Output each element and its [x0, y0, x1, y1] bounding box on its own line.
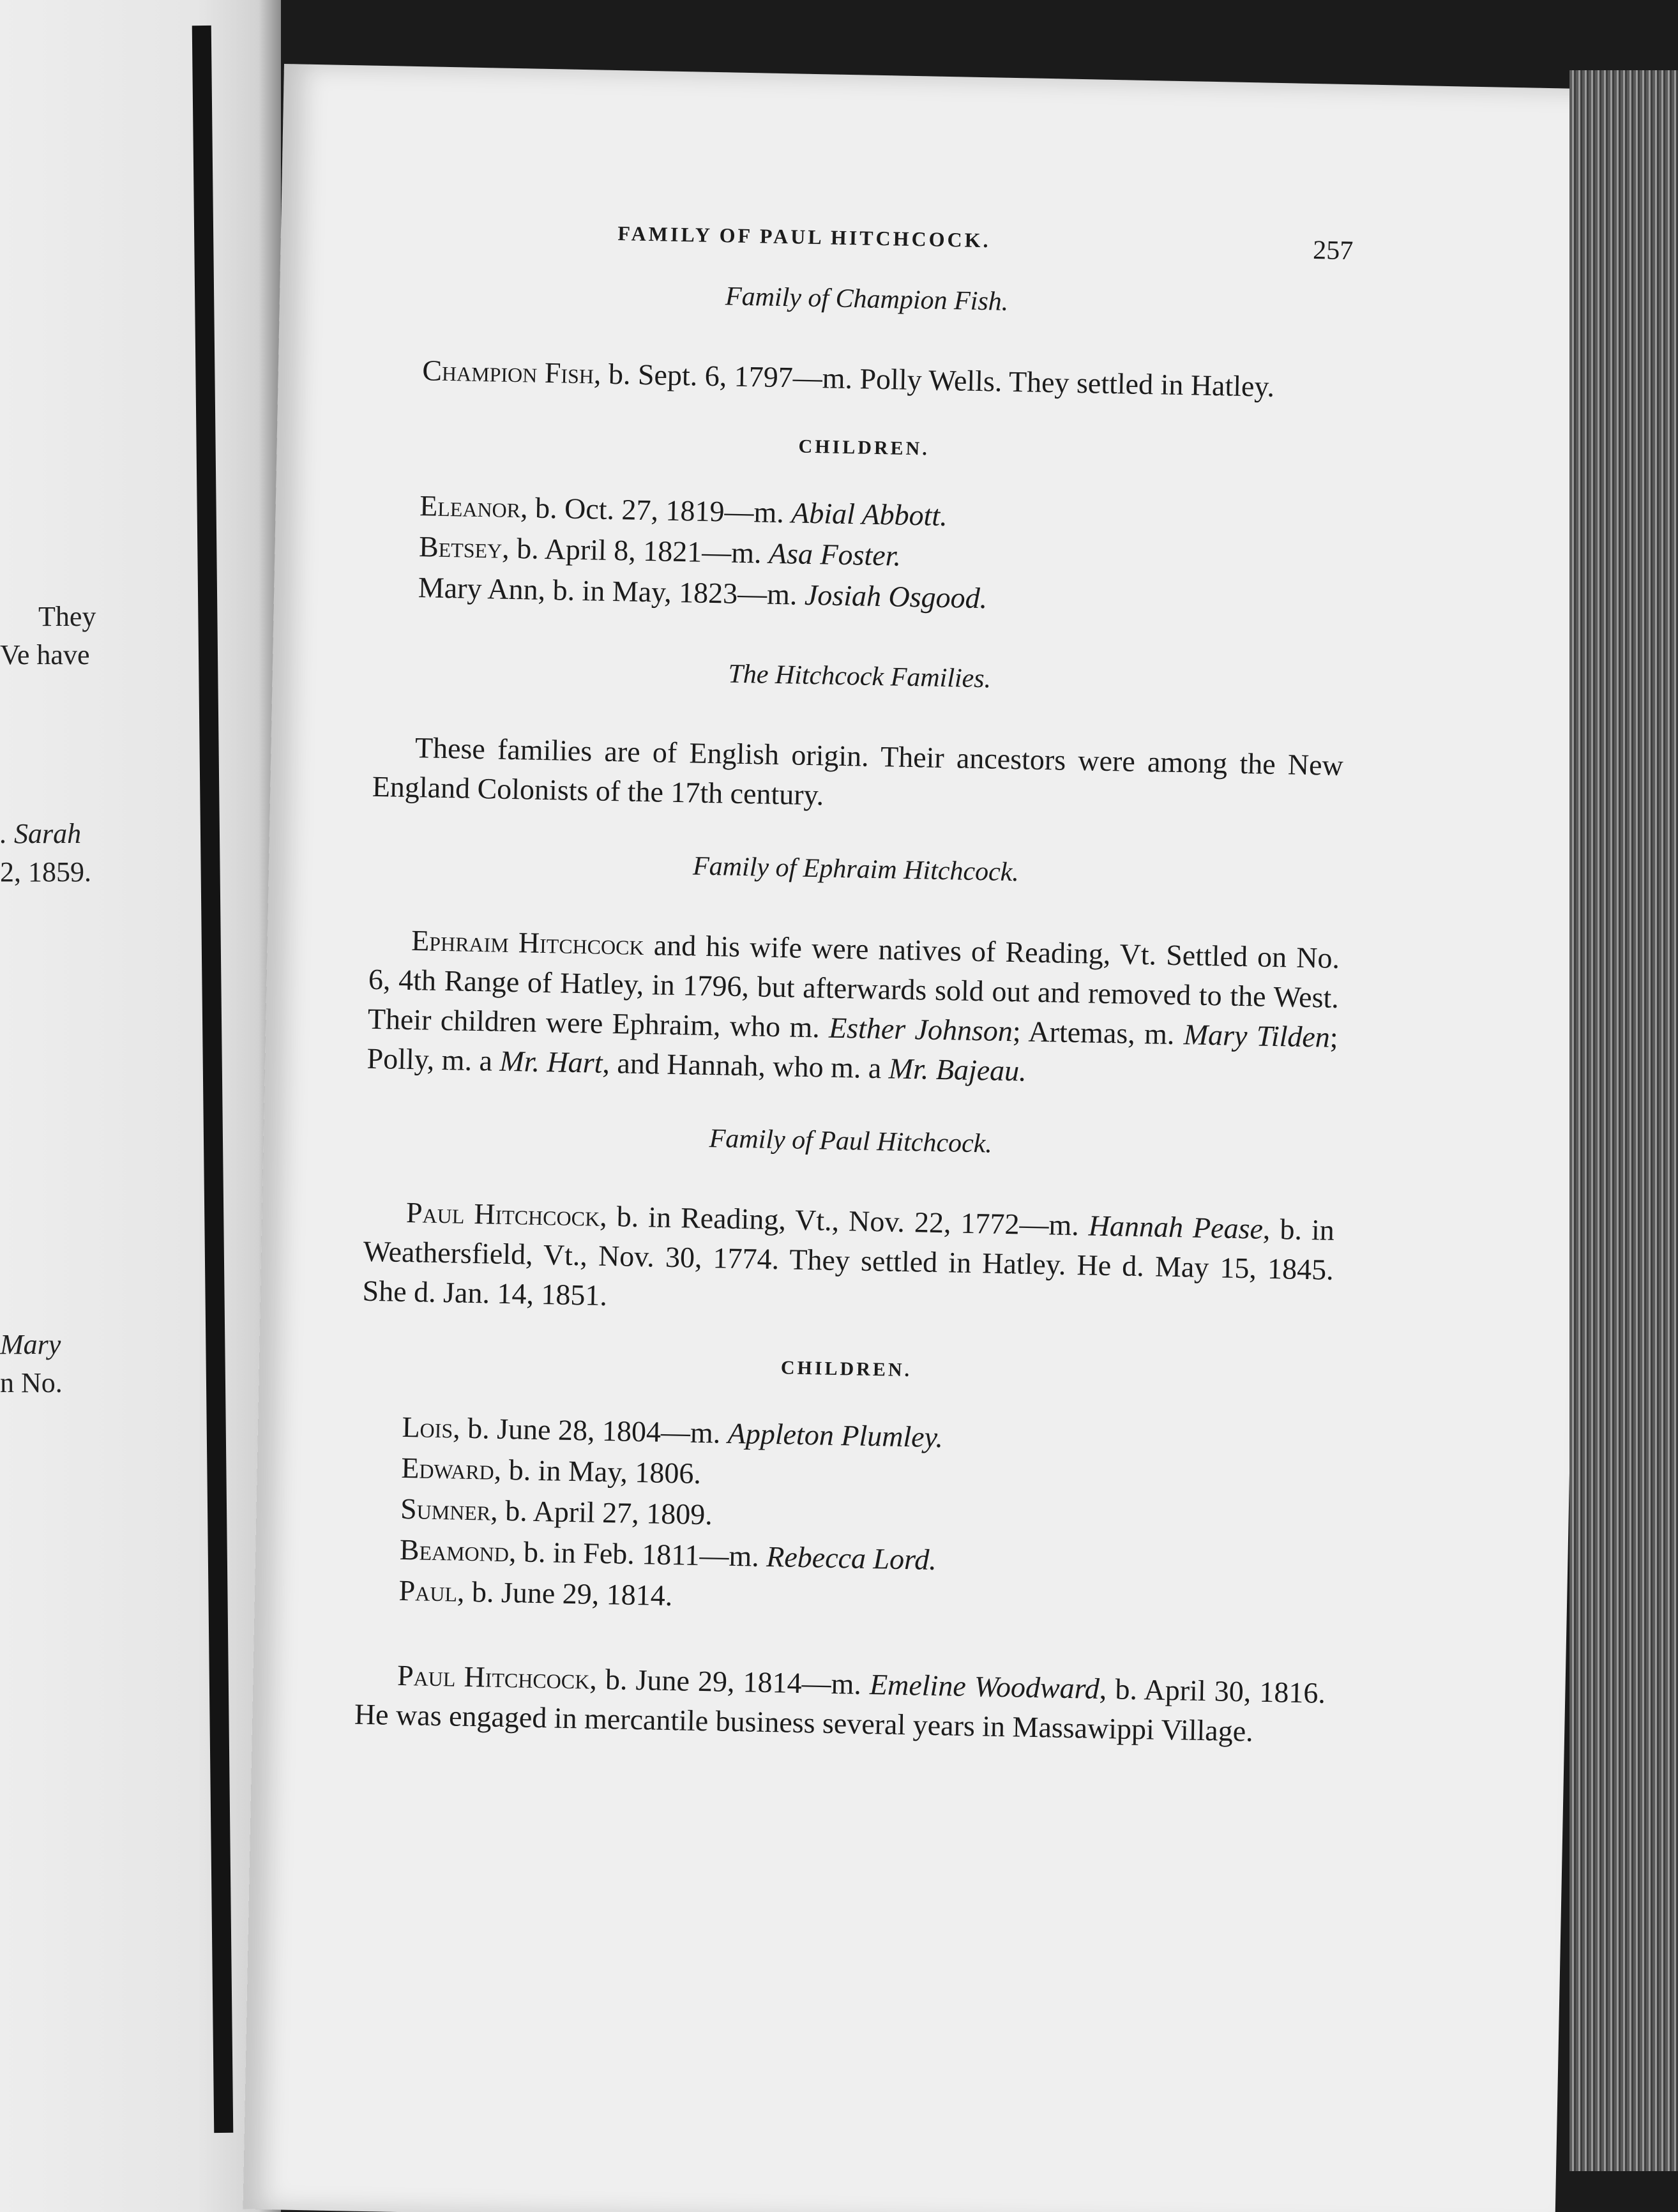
- children-heading: CHILDREN.: [780, 1357, 912, 1381]
- list-item: Eleanor, b. Oct. 27, 1819—m. Abial Abbott.: [419, 489, 948, 533]
- children-list: [418, 485, 1348, 626]
- page-content: [353, 217, 1353, 1791]
- section-heading: The Hitchcock Families.: [728, 659, 992, 694]
- left-fragment: . Sarah: [0, 818, 82, 849]
- section-heading: Family of Champion Fish.: [725, 282, 1009, 317]
- left-fragment: Ve have: [0, 639, 90, 670]
- list-item: Edward, b. in May, 1806.: [400, 1451, 702, 1490]
- paragraph: Paul Hitchcock, b. in Reading, Vt., Nov. 22, 1772—m. Hannah Pease, b. in Weathersfield, Vt., Nov. 30, 1774. They settled in Hatley. He d. May 15, 1845. She d. Jan. 14, 1851.: [362, 1195, 1335, 1312]
- person-name: Champion Fish: [421, 354, 594, 390]
- list-item: Betsey, b. April 8, 1821—m. Asa Foster.: [418, 530, 902, 572]
- page-edges: [1569, 70, 1678, 2171]
- paragraph: Ephraim Hitchcock and his wife were natives of Reading, Vt. Settled on No. 6, 4th Range of Hatley, in 1796, but afterwards sold out and removed to the West. Their children were Ephraim, who m. Esther Johnson; Artemas, m. Mary Tilden; Polly, m. a Mr. Hart, and Hannah, who m. a Mr. Bajeau.: [367, 924, 1340, 1087]
- paragraph: Paul Hitchcock, b. June 29, 1814—m. Emeline Woodward, b. April 30, 1816. He was engaged in mercantile business several years in Massawippi Village.: [354, 1658, 1326, 1748]
- children-list: [398, 1407, 1331, 1629]
- list-item: Lois, b. June 28, 1804—m. Appleton Plumley.: [402, 1410, 944, 1454]
- paragraph: These families are of English origin. Their ancestors were among the New England Colonists of the 17th century.: [372, 731, 1344, 812]
- list-item: Mary Ann, b. in May, 1823—m. Josiah Osgood.: [418, 571, 988, 615]
- left-fragment: 2, 1859.: [0, 856, 91, 888]
- list-item: Paul, b. June 29, 1814.: [398, 1573, 673, 1612]
- section-heading: Family of Paul Hitchcock.: [709, 1124, 993, 1159]
- paragraph: Champion Fish, b. Sept. 6, 1797—m. Polly Wells. They settled in Hatley.: [421, 354, 1275, 403]
- page-number: 257: [1312, 235, 1354, 266]
- section-heading: Family of Ephraim Hitchcock.: [692, 851, 1020, 888]
- left-page: [0, 0, 281, 2212]
- left-fragment: Mary: [0, 1329, 61, 1360]
- left-fragment: They: [38, 601, 96, 632]
- list-item: Sumner, b. April 27, 1809.: [400, 1492, 713, 1531]
- left-fragment: n No.: [0, 1367, 63, 1398]
- list-item: Beamond, b. in Feb. 1811—m. Rebecca Lord.: [399, 1533, 937, 1577]
- running-head-title: FAMILY OF PAUL HITCHCOCK.: [617, 222, 991, 252]
- children-heading: CHILDREN.: [798, 436, 930, 460]
